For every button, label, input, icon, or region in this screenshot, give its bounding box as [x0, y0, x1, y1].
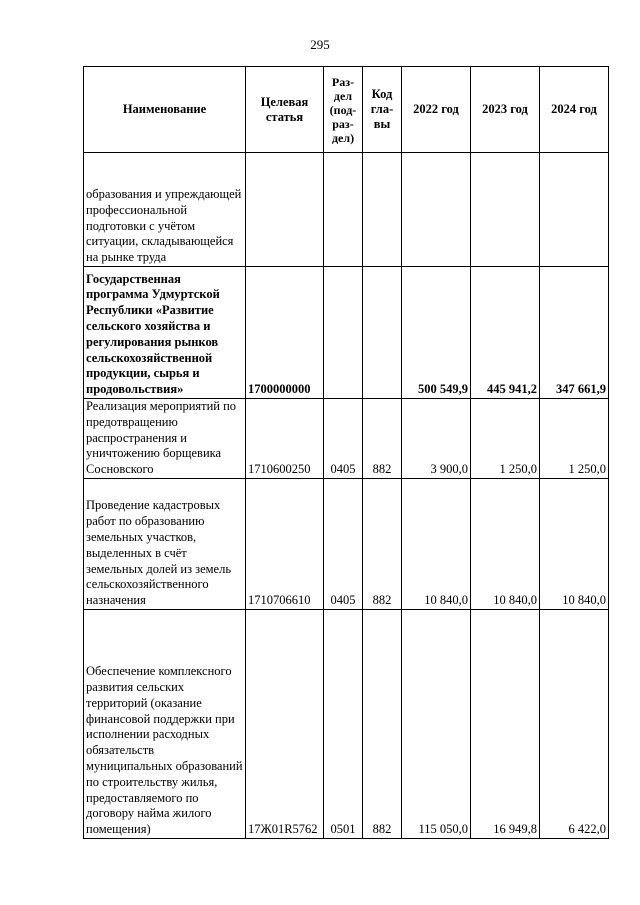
- row-name: образования и упреждающей профессиональной подготовки с учётом ситуации, складывающейся на рынке труда: [84, 153, 246, 267]
- header-target-article: Целевая статья: [246, 67, 324, 153]
- row-name: Проведение кадастровых работ по образованию земельных участков, выделенных в счёт земельных долей из земель сельскохозяйственного назначения: [84, 479, 246, 610]
- row-target-article: [246, 153, 324, 267]
- row-target-article: 1710600250: [246, 399, 324, 479]
- header-2023: 2023 год: [471, 67, 540, 153]
- row-2024: [540, 153, 609, 267]
- row-2023: [471, 153, 540, 267]
- row-2022: [402, 153, 471, 267]
- row-section: 0405: [324, 479, 363, 610]
- row-2023: 10 840,0: [471, 479, 540, 610]
- row-2024: 347 661,9: [540, 267, 609, 399]
- table-row: [84, 479, 609, 610]
- budget-table: [83, 66, 609, 839]
- row-section: 0405: [324, 399, 363, 479]
- row-chapter-code: 882: [363, 479, 402, 610]
- table-row: [84, 610, 609, 839]
- row-2024: 10 840,0: [540, 479, 609, 610]
- row-name: Государственная программа Удмуртской Республики «Развитие сельского хозяйства и регулирования рынков сельскохозяйственной продукции, сырья и продовольствия»: [84, 267, 246, 399]
- row-2022: 115 050,0: [402, 610, 471, 839]
- row-2023: 445 941,2: [471, 267, 540, 399]
- row-section: [324, 153, 363, 267]
- page-number: 295: [310, 37, 330, 52]
- table-row: [84, 267, 609, 399]
- row-2022: 10 840,0: [402, 479, 471, 610]
- row-chapter-code: [363, 153, 402, 267]
- row-name: Обеспечение комплексного развития сельских территорий (оказание финансовой поддержки при исполнении расходных обязательств муниципальных образований по строительству жилья, предоставляемого по договору найма жилого помещения): [84, 610, 246, 839]
- row-chapter-code: [363, 267, 402, 399]
- table-header-row: [84, 67, 609, 153]
- header-chapter-code: Код гла- вы: [363, 67, 402, 153]
- table-row: [84, 153, 609, 267]
- header-2024: 2024 год: [540, 67, 609, 153]
- row-2024: 6 422,0: [540, 610, 609, 839]
- header-2022: 2022 год: [402, 67, 471, 153]
- row-target-article: 1710706610: [246, 479, 324, 610]
- row-2024: 1 250,0: [540, 399, 609, 479]
- row-target-article: 17Ж01R5762: [246, 610, 324, 839]
- row-name: Реализация мероприятий по предотвращению распространения и уничтожению борщевика Сосновского: [84, 399, 246, 479]
- row-2023: 16 949,8: [471, 610, 540, 839]
- row-2022: 500 549,9: [402, 267, 471, 399]
- header-section: Раз- дел (под- раз- дел): [324, 67, 363, 153]
- row-section: 0501: [324, 610, 363, 839]
- table-row: [84, 399, 609, 479]
- row-chapter-code: 882: [363, 399, 402, 479]
- row-2023: 1 250,0: [471, 399, 540, 479]
- row-section: [324, 267, 363, 399]
- header-name: Наименование: [84, 67, 246, 153]
- row-target-article: 1700000000: [246, 267, 324, 399]
- row-2022: 3 900,0: [402, 399, 471, 479]
- row-chapter-code: 882: [363, 610, 402, 839]
